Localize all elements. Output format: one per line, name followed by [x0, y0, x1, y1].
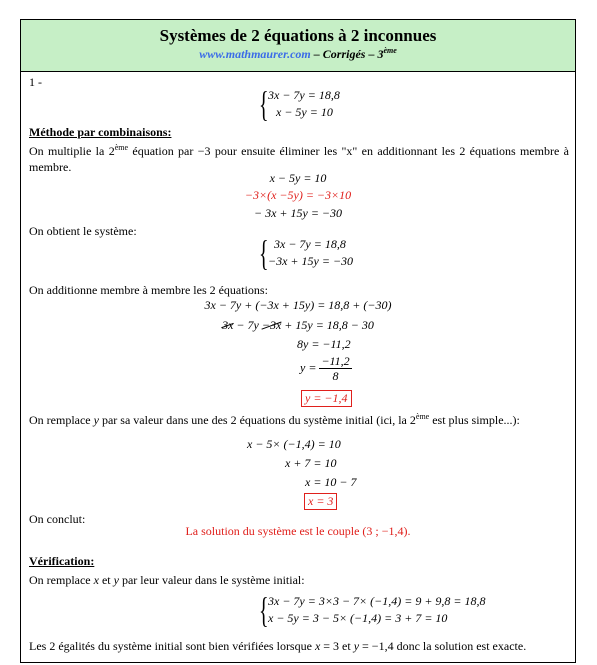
mult-line-1: x − 5y = 10: [269, 171, 327, 185]
verification-intro: On remplace x et y par leur valeur dans le système initial:: [29, 573, 305, 587]
add-line-2: 3x − 7y −3x + 15y = 18,8 − 30: [222, 318, 374, 332]
solve-line-3: x = 10 − 7: [305, 475, 357, 489]
mult-line-2: −3×(x −5y) = −3×10: [244, 188, 352, 202]
question-number: 1 -: [29, 75, 42, 89]
result-y-box: y = −1,4: [301, 390, 352, 407]
brace-icon: {: [259, 590, 269, 630]
final-text: Les 2 égalités du système initial sont bien vérifiées lorsque x = 3 et y = −1,4 donc la solution est exacte.: [29, 639, 527, 653]
add-line-3: 8y = −11,2: [297, 337, 351, 351]
add-intro: On additionne membre à membre les 2 équations:: [29, 283, 268, 297]
obtain-text: On obtient le système:: [29, 224, 137, 238]
replace-text: On remplace y par sa valeur dans une des 2 équations du système initial (ici, la 2ème est plus simple...):: [29, 412, 520, 427]
solution-text: La solution du système est le couple (3 ; −1,4).: [185, 524, 411, 538]
result-x-box: x = 3: [304, 493, 337, 510]
brace-icon: {: [259, 233, 269, 273]
intro-text: On multiplie la 2ème équation par −3 pour ensuite éliminer les "x" en additionnant les 2 équations membre à membre.: [29, 143, 569, 174]
page-title: Systèmes de 2 équations à 2 inconnues: [159, 26, 437, 45]
solve-line-1: x − 5× (−1,4) = 10: [247, 437, 341, 451]
add-line-4: y = $\frac{-11,2}{8}$: [300, 354, 350, 383]
add-line-1: 3x − 7y + (−3x + 15y) = 18,8 + (−30): [204, 298, 392, 312]
mult-line-3: − 3x + 15y = −30: [253, 206, 343, 220]
header: [21, 20, 575, 72]
initial-system: { 3x − 7y = 18,8 x − 5y = 10: [259, 84, 340, 124]
site-link[interactable]: www.mathmaurer.com: [199, 47, 311, 61]
method-title: Méthode par combinaisons:: [29, 125, 172, 139]
document-frame: [20, 19, 576, 663]
conclude-text: On conclut:: [29, 512, 86, 526]
solve-line-2: x + 7 = 10: [285, 456, 337, 470]
verification-title: Vérification:: [29, 554, 95, 568]
system-2: { 3x − 7y = 18,8 −3x + 15y = −30: [259, 233, 354, 273]
subtitle: www.mathmaurer.com – Corrigés – 3ème: [199, 46, 397, 61]
fraction: $\frac{-11,2}{8}$: [321, 354, 350, 383]
brace-icon: {: [259, 84, 269, 124]
verification-system: { 3x − 7y = 3×3 − 7× (−1,4) = 9 + 9,8 = 18,8 x − 5y = 3 − 5× (−1,4) = 3 + 7 = 10: [259, 590, 486, 630]
